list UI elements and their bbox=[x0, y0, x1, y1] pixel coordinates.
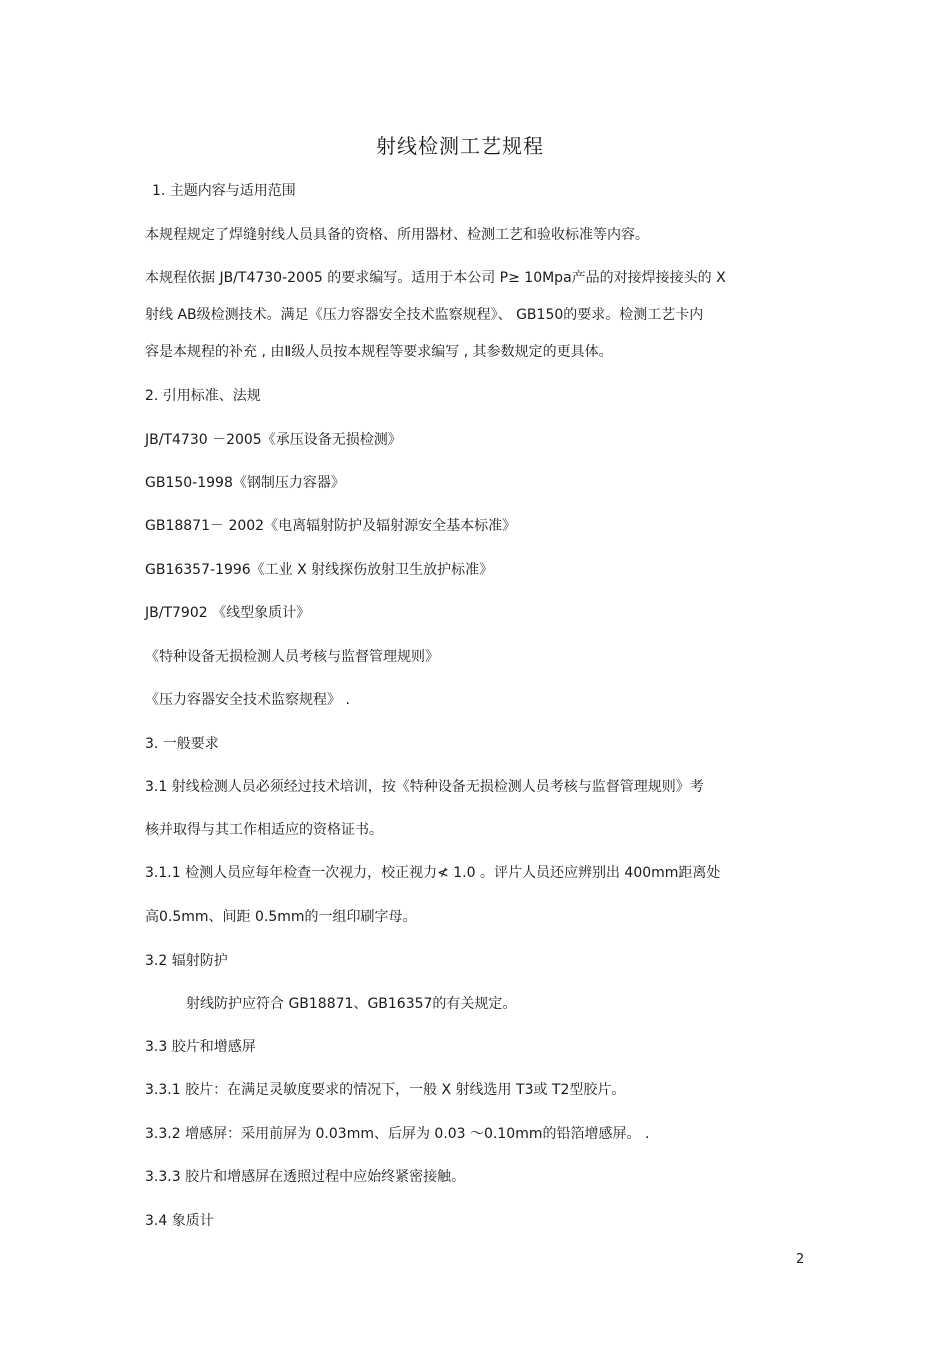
section-heading-3: 3. 一般要求 bbox=[145, 736, 219, 752]
paragraph-line: 核并取得与其工作相适应的资格证书。 bbox=[145, 822, 383, 838]
reference-item: JB/T7902 《线型象质计》 bbox=[145, 605, 311, 621]
paragraph-line: 3.3.3 胶片和增感屏在透照过程中应始终紧密接触。 bbox=[145, 1169, 466, 1185]
paragraph-line: 高0.5mm、间距 0.5mm的一组印刷字母。 bbox=[145, 909, 417, 925]
subsection-heading: 3.2 辐射防护 bbox=[145, 953, 228, 969]
section-heading-1: 1. 主题内容与适用范围 bbox=[152, 183, 296, 199]
paragraph-line: 容是本规程的补充 , 由Ⅱ级人员按本规程等要求编写 , 其参数规定的更具体。 bbox=[145, 344, 613, 360]
paragraph-line: 射线 AB级检测技术。满足《压力容器安全技术监察规程》、 GB150的要求。检测工艺卡内 bbox=[145, 307, 704, 323]
subsection-heading: 3.4 象质计 bbox=[145, 1213, 214, 1229]
reference-item: GB150-1998《钢制压力容器》 bbox=[145, 475, 345, 491]
paragraph-line: 3.3.1 胶片：在满足灵敏度要求的情况下，一般 X 射线选用 T3或 T2型胶片。 bbox=[145, 1082, 626, 1098]
page-number: 2 bbox=[796, 1252, 805, 1267]
section-heading-2: 2. 引用标准、法规 bbox=[145, 388, 261, 404]
paragraph-line: 射线防护应符合 GB18871、GB16357的有关规定。 bbox=[186, 996, 517, 1012]
paragraph-line: 3.3.2 增感屏：采用前屏为 0.03mm、后屏为 0.03 ～0.10mm的铅箔增感屏。 . bbox=[145, 1126, 650, 1142]
document-title: 射线检测工艺规程 bbox=[376, 134, 544, 158]
paragraph-line: 3.1 射线检测人员必须经过技术培训，按《特种设备无损检测人员考核与监督管理规则》考 bbox=[145, 779, 704, 795]
reference-item: GB18871－ 2002《电离辐射防护及辐射源安全基本标准》 bbox=[145, 518, 517, 534]
paragraph-line: 本规程规定了焊缝射线人员具备的资格、所用器材、检测工艺和验收标准等内容。 bbox=[145, 227, 649, 243]
reference-item: 《压力容器安全技术监察规程》 . bbox=[145, 692, 350, 708]
subsection-heading: 3.3 胶片和增感屏 bbox=[145, 1039, 256, 1055]
reference-item: 《特种设备无损检测人员考核与监督管理规则》 bbox=[145, 649, 439, 665]
reference-item: JB/T4730 －2005《承压设备无损检测》 bbox=[145, 432, 402, 448]
paragraph-line: 本规程依据 JB/T4730-2005 的要求编写。适用于本公司 P≥ 10Mpa产品的对接焊接接头的 X bbox=[145, 270, 726, 286]
reference-item: GB16357-1996《工业 X 射线探伤放射卫生放护标准》 bbox=[145, 562, 494, 578]
paragraph-line: 3.1.1 检测人员应每年检查一次视力，校正视力≮ 1.0 。评片人员还应辨别出 400mm距离处 bbox=[145, 865, 721, 881]
